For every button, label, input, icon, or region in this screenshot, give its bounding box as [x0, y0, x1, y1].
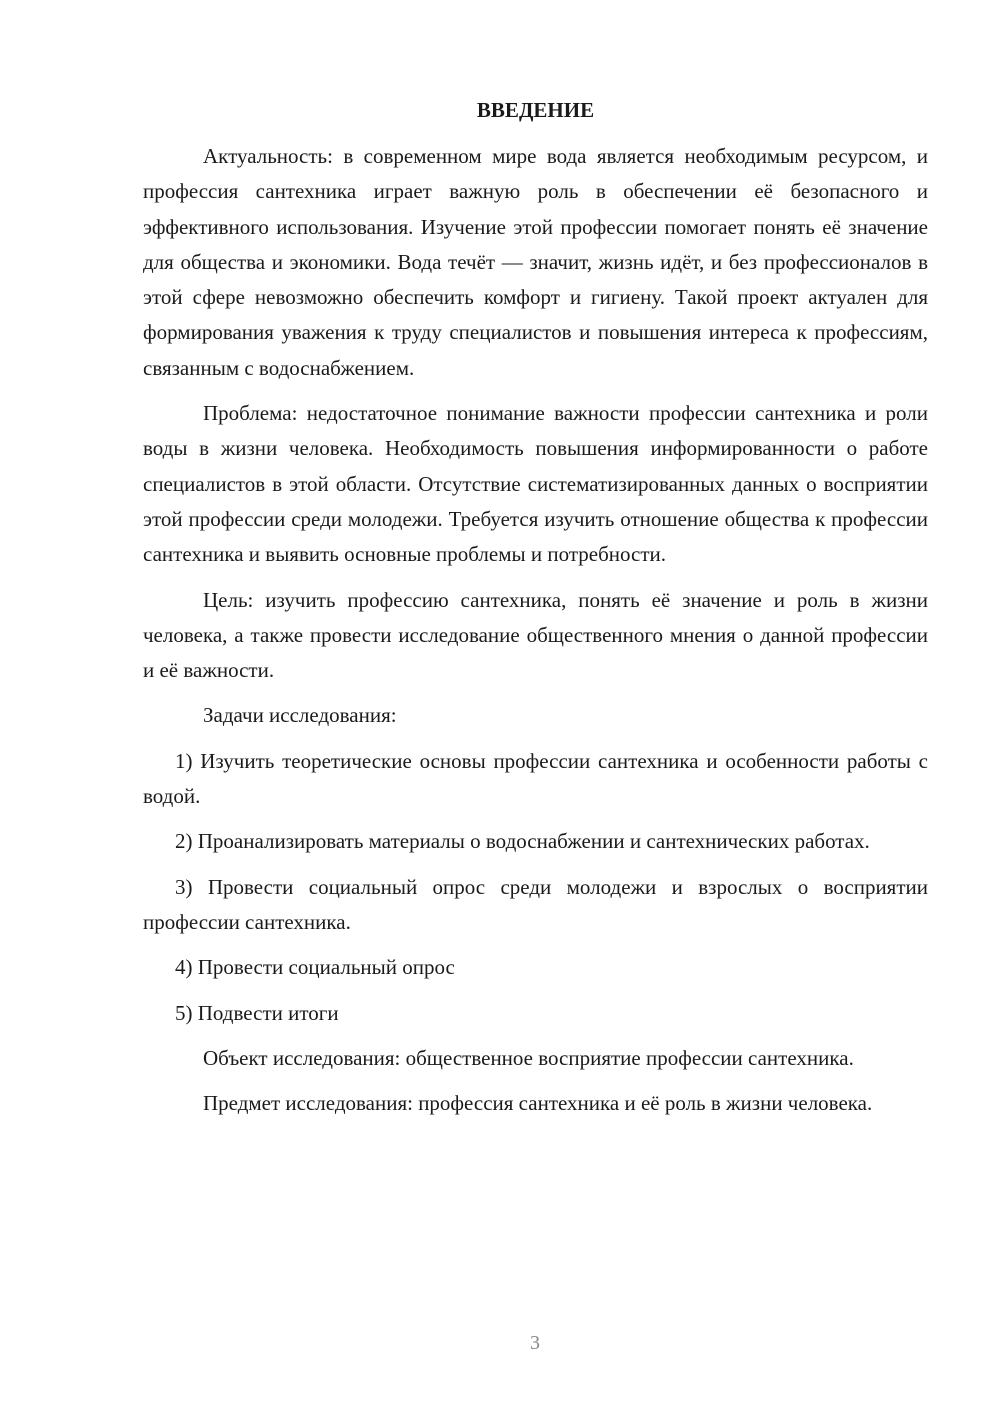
task-item-5: 5) Подвести итоги	[175, 1000, 339, 1025]
goal-paragraph: Цель: изучить профессию сантехника, понять её значение и роль в жизни человека, а также провести исследование общественного мнения о данной профессии и её важности.	[143, 587, 928, 683]
tasks-heading: Задачи исследования:	[203, 703, 397, 728]
subject-paragraph: Предмет исследования: профессия сантехника и её роль в жизни человека.	[203, 1091, 873, 1116]
object-paragraph: Объект исследования: общественное восприятие профессии сантехника.	[203, 1045, 854, 1070]
page-title: ВВЕДЕНИЕ	[476, 98, 595, 122]
task-item-3: 3) Провести социальный опрос среди молодежи и взрослых о восприятии профессии сантехника.	[143, 874, 928, 934]
task-item-1: 1) Изучить теоретические основы профессии сантехника и особенности работы с водой.	[143, 748, 928, 809]
task-item-2: 2) Проанализировать материалы о водоснабжении и сантехнических работах.	[175, 829, 870, 854]
page-content	[143, 95, 928, 1131]
page-number: 3	[530, 1332, 540, 1354]
task-item-4: 4) Провести социальный опрос	[175, 955, 455, 980]
problem-paragraph: Проблема: недостаточное понимание важности профессии сантехника и роли воды в жизни человека. Необходимость повышения информированности о работе специалистов в этой области. Отсутствие систематизированных данных о восприятии этой профессии среди молодежи. Требуется изучить отношение общества к профессии сантехника и выявить основные проблемы и потребности.	[143, 401, 928, 567]
relevance-paragraph: Актуальность: в современном мире вода является необходимым ресурсом, и профессия сантехника играет важную роль в обеспечении её безопасного и эффективного использования. Изучение этой профессии помогает понять её значение для общества и экономики. Вода течёт — значит, жизнь идёт, и без профессионалов в этой сфере невозможно обеспечить комфорт и гигиену. Такой проект актуален для формирования уважения к труду специалистов и повышения интереса к профессиям, связанным с водоснабжением.	[143, 144, 928, 380]
